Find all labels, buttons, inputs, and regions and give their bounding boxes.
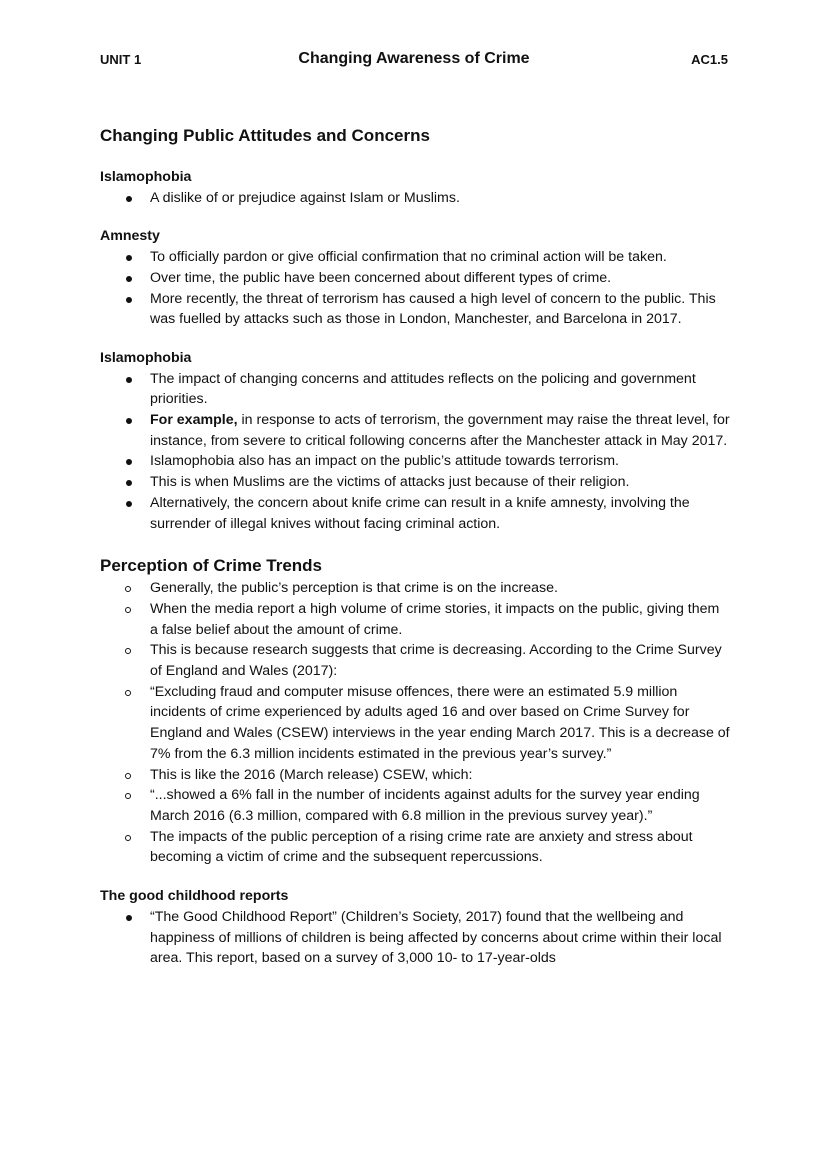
list-item: A dislike of or prejudice against Islam or Muslims.: [100, 188, 730, 209]
list-item: The impacts of the public perception of a rising crime rate are anxiety and stress about becoming a victim of crime and the subsequent repercussions.: [100, 827, 730, 868]
perception-list: [100, 578, 730, 868]
list-item: [100, 410, 730, 451]
list-item: This is like the 2016 (March release) CSEW, which:: [100, 765, 730, 786]
islamophobia-list: [100, 188, 730, 209]
criteria-code: AC1.5: [691, 52, 728, 67]
section-title-attitudes: Changing Public Attitudes and Concerns: [100, 126, 430, 145]
document-title: Changing Awareness of Crime: [298, 50, 530, 67]
list-item: Generally, the public’s perception is that crime is on the increase.: [100, 578, 730, 599]
list-item: Alternatively, the concern about knife crime can result in a knife amnesty, involving the surrender of illegal knives without facing criminal action.: [100, 493, 730, 534]
list-item: This is when Muslims are the victims of attacks just because of their religion.: [100, 472, 730, 493]
subheading-good-childhood: The good childhood reports: [100, 888, 289, 905]
list-item: When the media report a high volume of crime stories, it impacts on the public, giving them a false belief about the amount of crime.: [100, 599, 730, 640]
unit-label: UNIT 1: [100, 52, 142, 67]
subheading-amnesty: Amnesty: [100, 228, 160, 245]
list-item: More recently, the threat of terrorism has caused a high level of concern to the public. This was fuelled by attacks such as those in London, Manchester, and Barcelona in 2017.: [100, 289, 730, 330]
list-item: “Excluding fraud and computer misuse offences, there were an estimated 5.9 million incidents of crime experienced by adults aged 16 and over based on Crime Survey for England and Wales (CSEW) interviews in the year ending March 2017. This is a decrease of 7% from the 6.3 million incidents estimated in the previous year’s survey.”: [100, 682, 730, 765]
example-text: in response to acts of terrorism, the government may raise the threat level, for instance, from severe to critical following concerns after the Manchester attack in May 2017.: [150, 412, 730, 449]
list-item: Islamophobia also has an impact on the public’s attitude towards terrorism.: [100, 451, 730, 472]
list-item: The impact of changing concerns and attitudes reflects on the policing and government priorities.: [100, 369, 730, 410]
example-lead: For example,: [150, 412, 238, 429]
section-title-perception: Perception of Crime Trends: [100, 556, 322, 576]
document-body: [100, 124, 730, 969]
subheading-islamophobia: Islamophobia: [100, 169, 192, 185]
list-item: To officially pardon or give official confirmation that no criminal action will be taken.: [100, 247, 730, 268]
list-item: This is because research suggests that crime is decreasing. According to the Crime Survey of England and Wales (2017):: [100, 640, 730, 681]
subheading-islamophobia-2: Islamophobia: [100, 349, 192, 366]
amnesty-list: [100, 247, 730, 330]
list-item: Over time, the public have been concerned about different types of crime.: [100, 268, 730, 289]
list-item: “...showed a 6% fall in the number of incidents against adults for the survey year ending March 2016 (6.3 million, compared with 6.8 million in the previous survey year).”: [100, 785, 730, 826]
list-item: “The Good Childhood Report” (Children’s Society, 2017) found that the wellbeing and happiness of millions of children is being affected by concerns about crime within their local area. This report, based on a survey of 3,000 10- to 17-year-olds: [100, 907, 730, 969]
islamophobia-impact-list: [100, 369, 730, 535]
good-childhood-list: [100, 907, 730, 969]
page-header: [100, 50, 728, 72]
